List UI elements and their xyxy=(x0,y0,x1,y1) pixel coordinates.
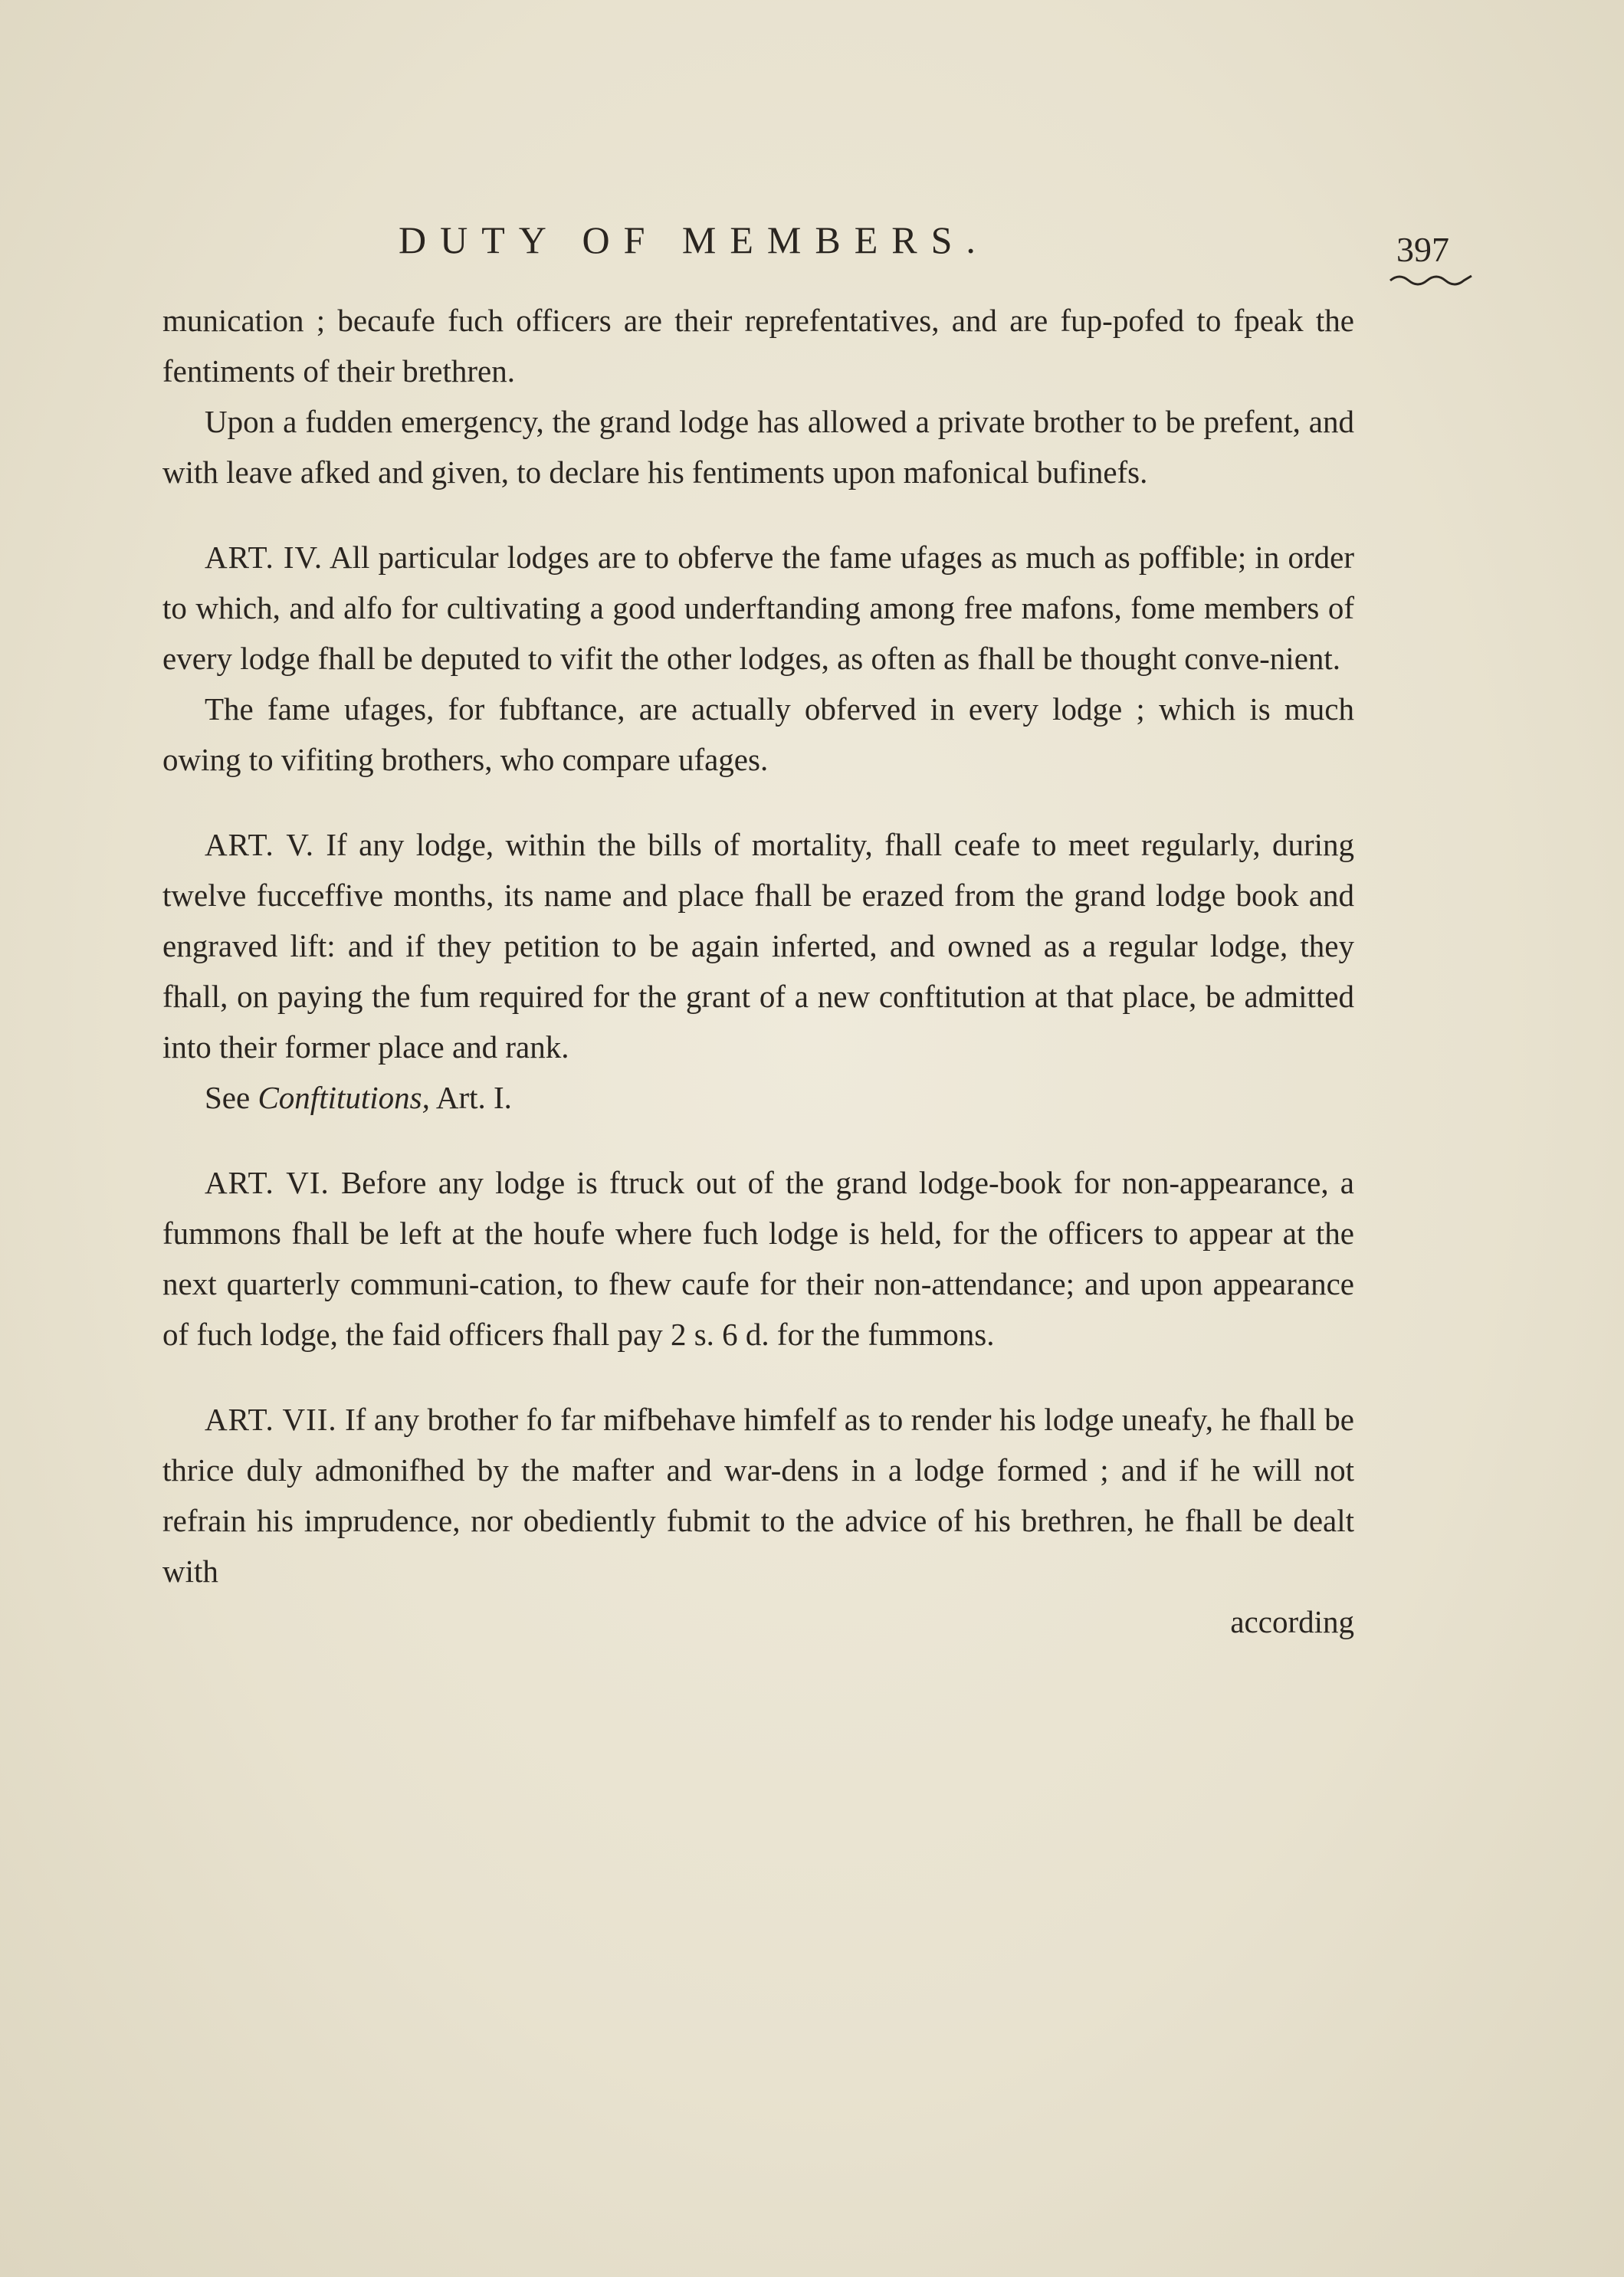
running-head-title: DUTY OF MEMBERS. xyxy=(399,218,989,261)
paragraph-usages: The fame ufages, for fubftance, are actually obferved in every lodge ; which is much owing to vifiting brothers, who compare ufages. xyxy=(162,691,1354,777)
article-iv xyxy=(162,532,1354,684)
article-iv-heading: ART. IV. xyxy=(205,540,323,575)
see-suffix: Art. I. xyxy=(435,1080,512,1115)
article-iv-text: All particular lodges are to obferve the fame ufages as much as poffible; in order to which, and alfo for cultivating a good underftanding among free mafons, fome members of every lodge fhall be deputed to vifit the other lodges, as often as fhall be thought conve-nient. xyxy=(162,540,1354,676)
article-vii xyxy=(162,1394,1354,1596)
article-v-heading: ART. V. xyxy=(205,827,314,862)
article-vi xyxy=(162,1157,1354,1360)
see-italic: Conftitutions, xyxy=(258,1080,430,1115)
article-vii-text: If any brother fo far mifbehave himfelf as to render his lodge uneafy, he fhall be thrice duly admonifhed by the mafter and war-dens in a lodge formed ; and if he will not refrain his imprudence, nor obediently fubmit to the advice of his brethren, he fhall be dealt with xyxy=(162,1402,1354,1589)
paragraph-continuation: munication ; becaufe fuch officers are their reprefentatives, and are fup-pofed to fpeak the fentiments of their brethren. xyxy=(162,303,1354,389)
running-head xyxy=(0,213,1624,274)
see-reference xyxy=(162,1072,1354,1123)
article-vi-heading: ART. VI. xyxy=(205,1165,330,1200)
article-v xyxy=(162,819,1354,1072)
article-vi-text: Before any lodge is ftruck out of the grand lodge-book for non-appearance, a fummons fhall be left at the houfe where fuch lodge is held, for the officers to appear at the next quarterly communi-cation, to fhew caufe for their non-attendance; and upon appearance of fuch lodge, the faid officers fhall pay 2 s. 6 d. for the fummons. xyxy=(162,1165,1354,1352)
body-text xyxy=(162,295,1354,1647)
article-v-text: If any lodge, within the bills of mortality, fhall ceafe to meet regularly, during twelve fucceffive months, its name and place fhall be erazed from the grand lodge book and engraved lift: and if they petition to be again inferted, and owned as a regular lodge, they fhall, on paying the fum required for the grant of a new conftitution at that place, be admitted into their former place and rank. xyxy=(162,827,1355,1065)
paragraph-emergency: Upon a fudden emergency, the grand lodge has allowed a private brother to be prefent, and with leave afked and given, to declare his fentiments upon mafonical bufinefs. xyxy=(162,404,1354,490)
page-number-flourish-icon xyxy=(1389,267,1473,290)
see-prefix: See xyxy=(205,1080,251,1115)
page-number: 397 xyxy=(1396,230,1449,269)
article-vii-heading: ART. VII. xyxy=(205,1402,337,1437)
catchword: according xyxy=(1230,1604,1354,1639)
